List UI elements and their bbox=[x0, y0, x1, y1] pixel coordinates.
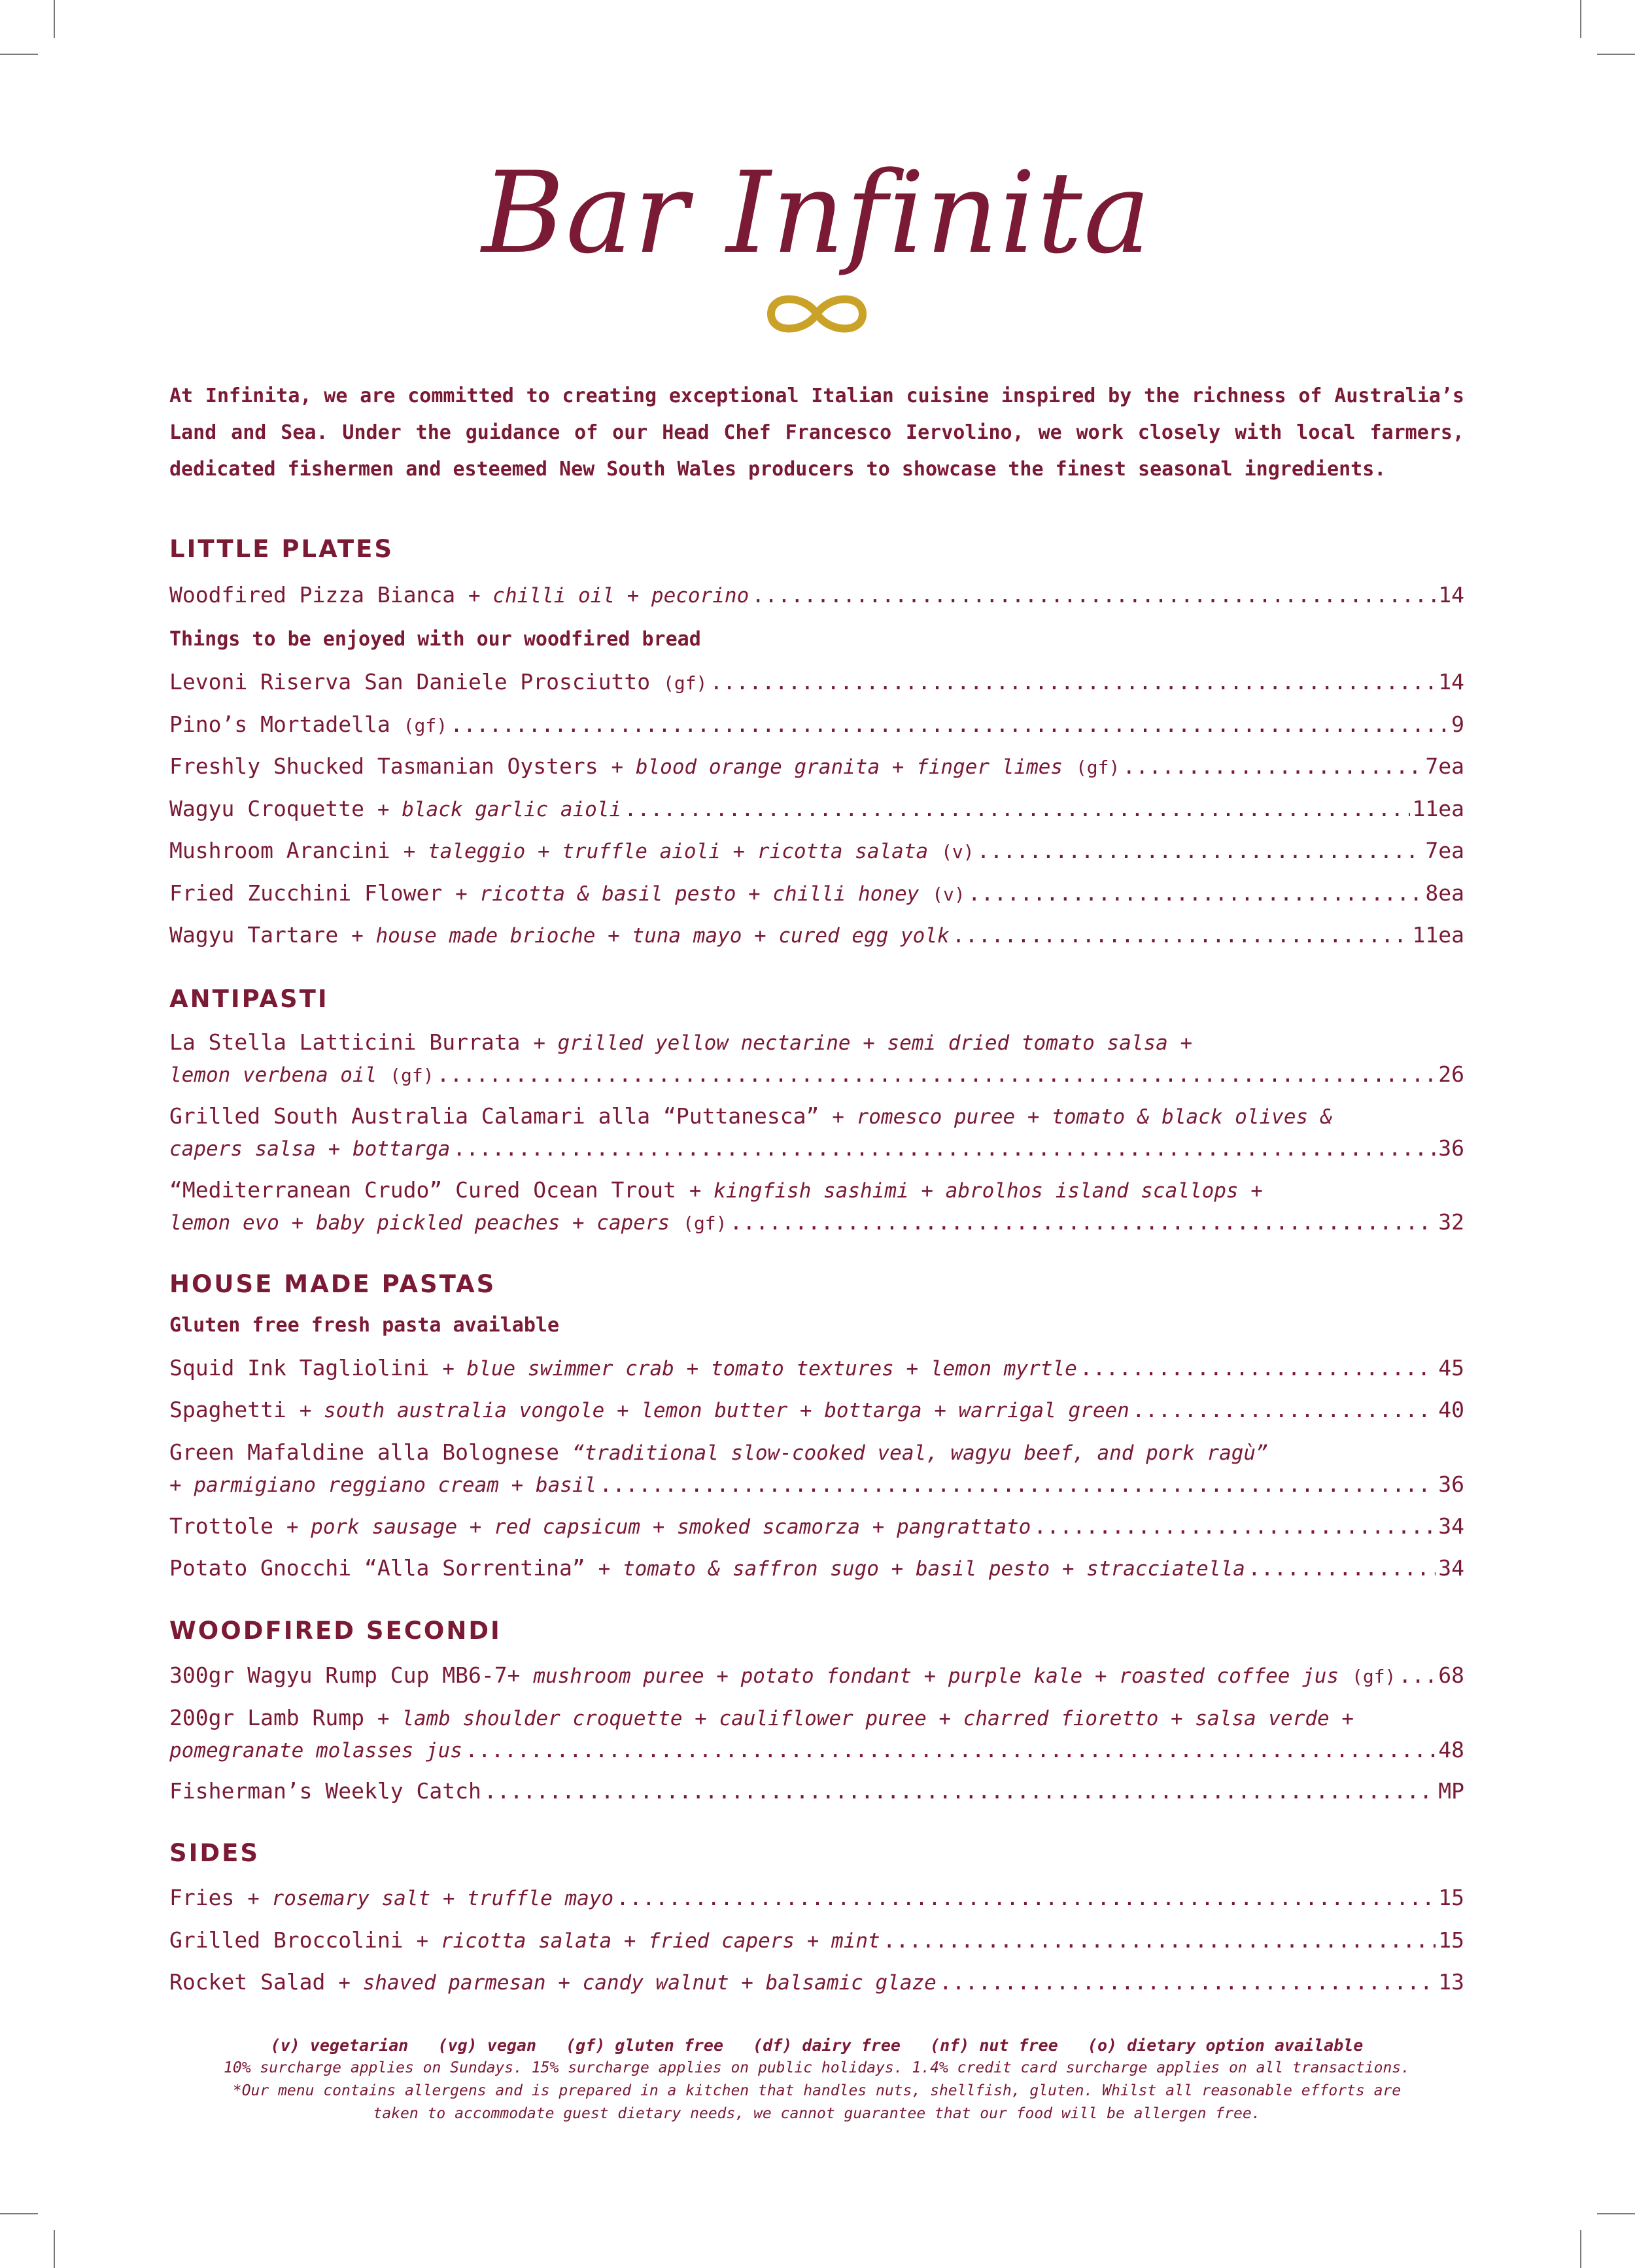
item-name: 200gr Lamb Rump bbox=[169, 1705, 365, 1730]
menu-item bbox=[169, 1101, 1464, 1165]
dot-leader bbox=[968, 878, 1423, 909]
item-price: 7ea bbox=[1425, 838, 1464, 863]
item-price: 11ea bbox=[1412, 922, 1464, 948]
allergen-note-cont: taken to accommodate guest dietary needs, we cannot guarantee that our food will be allergen free. bbox=[373, 2105, 1261, 2122]
item-price: 40 bbox=[1438, 1397, 1464, 1422]
menu-item bbox=[169, 1352, 1464, 1384]
item-description-cont: capers salsa + bottarga bbox=[169, 1137, 451, 1161]
item-description: + south australia vongole + lemon butter + bottarga + warrigal green bbox=[299, 1399, 1129, 1422]
menu-item bbox=[169, 666, 1464, 699]
item-price: 7ea bbox=[1425, 753, 1464, 779]
item-name: 300gr Wagyu Rump Cup MB6-7+ bbox=[169, 1662, 521, 1688]
dot-leader bbox=[616, 1882, 1436, 1914]
menu-item bbox=[169, 835, 1464, 868]
diet-tag: (v) bbox=[941, 841, 974, 863]
diet-tag: (gf) bbox=[1075, 757, 1120, 778]
dot-leader bbox=[730, 1207, 1436, 1238]
menu-item bbox=[169, 1437, 1464, 1501]
intro-paragraph: At Infinita, we are committed to creating exceptional Italian cuisine inspired by the richness of Australia’s Land and Sea. Under the guidance of our Head Chef Francesco Iervolino, we work closely with local farmers, dedicated fishermen and esteemed New South Wales producers to showcase the finest seasonal ingredients. bbox=[169, 385, 1464, 481]
item-price: 34 bbox=[1438, 1555, 1464, 1581]
item-description-cont: pomegranate molasses jus bbox=[169, 1739, 462, 1762]
item-name: Grilled Broccolini bbox=[169, 1927, 404, 1953]
item-price: 32 bbox=[1438, 1209, 1464, 1235]
item-name: Spaghetti bbox=[169, 1397, 286, 1422]
item-description: + ricotta salata + fried capers + mint bbox=[416, 1929, 880, 1953]
menu-item bbox=[169, 751, 1464, 783]
item-name: Squid Ink Tagliolini bbox=[169, 1355, 430, 1381]
dot-leader bbox=[883, 1925, 1436, 1956]
dot-leader bbox=[1398, 1660, 1436, 1691]
item-name: Fisherman’s Weekly Catch bbox=[169, 1778, 481, 1804]
item-description: + grilled yellow nectarine + semi dried tomato salsa + bbox=[533, 1031, 1193, 1055]
dot-leader bbox=[977, 835, 1423, 867]
dot-leader bbox=[437, 1059, 1436, 1090]
menu-item bbox=[169, 1776, 1464, 1807]
dot-leader bbox=[939, 1967, 1436, 1998]
footer-notes bbox=[169, 2034, 1464, 2125]
menu-item bbox=[169, 1175, 1464, 1239]
menu-item bbox=[169, 709, 1464, 742]
item-description: + black garlic aioli bbox=[377, 798, 622, 821]
dot-leader bbox=[1122, 751, 1422, 782]
item-price: 8ea bbox=[1425, 880, 1464, 906]
item-description: + pork sausage + red capsicum + smoked scamorza + pangrattato bbox=[286, 1515, 1031, 1539]
section-title-woodfired-secondi: WOODFIRED SECONDI bbox=[169, 1617, 502, 1645]
diet-tag: (gf) bbox=[683, 1212, 727, 1234]
item-name: “Mediterranean Crudo” Cured Ocean Trout bbox=[169, 1177, 676, 1203]
item-name: Fried Zucchini Flower bbox=[169, 880, 443, 906]
item-description-cont: lemon verbena oil bbox=[169, 1063, 377, 1087]
section-title-sides: SIDES bbox=[169, 1839, 260, 1867]
item-description-cont: lemon evo + baby pickled peaches + capers bbox=[169, 1211, 670, 1235]
dot-leader bbox=[1033, 1511, 1436, 1542]
item-name: Pino’s Mortadella bbox=[169, 712, 390, 737]
item-name: Green Mafaldine alla Bolognese bbox=[169, 1439, 560, 1465]
crop-mark bbox=[0, 54, 38, 55]
item-description: + romesco puree + tomato & black olives & bbox=[832, 1105, 1333, 1129]
diet-tag: (gf) bbox=[663, 672, 708, 694]
dot-leader bbox=[450, 709, 1449, 740]
item-price: 14 bbox=[1438, 669, 1464, 695]
item-description: + house made brioche + tuna mayo + cured egg yolk bbox=[351, 924, 950, 948]
dot-leader bbox=[624, 793, 1409, 825]
item-name: Wagyu Tartare bbox=[169, 922, 339, 948]
dot-leader bbox=[465, 1734, 1436, 1766]
section-title-house-made-pastas: HOUSE MADE PASTAS bbox=[169, 1270, 496, 1298]
item-description: + blood orange granita + finger limes bbox=[611, 755, 1063, 779]
item-name: La Stella Latticini Burrata bbox=[169, 1029, 521, 1055]
item-price: 34 bbox=[1438, 1513, 1464, 1539]
dot-leader bbox=[1132, 1394, 1436, 1426]
menu-item bbox=[169, 1394, 1464, 1426]
menu-item bbox=[169, 1882, 1464, 1914]
crop-mark bbox=[1580, 2230, 1581, 2268]
subheading: Gluten free fresh pasta available bbox=[169, 1314, 560, 1337]
dot-leader bbox=[1248, 1553, 1436, 1584]
item-description: + tomato & saffron sugo + basil pesto + stracciatella bbox=[598, 1557, 1245, 1581]
item-description: mushroom puree + potato fondant + purple kale + roasted coffee jus bbox=[533, 1664, 1339, 1688]
item-description: + lamb shoulder croquette + cauliflower puree + charred fioretto + salsa verde + bbox=[377, 1707, 1354, 1730]
menu-item bbox=[169, 919, 1464, 952]
dot-leader bbox=[751, 579, 1436, 611]
item-price: 48 bbox=[1438, 1737, 1464, 1762]
menu-item bbox=[169, 1027, 1464, 1091]
item-price: 36 bbox=[1438, 1471, 1464, 1497]
item-description: + chilli oil + pecorino bbox=[468, 584, 749, 608]
menu-item bbox=[169, 1967, 1464, 1999]
crop-mark bbox=[1580, 0, 1581, 38]
menu-item bbox=[169, 793, 1464, 825]
item-price: MP bbox=[1438, 1778, 1464, 1804]
item-description: + shaved parmesan + candy walnut + balsamic glaze bbox=[338, 1971, 937, 1995]
menu-item bbox=[169, 878, 1464, 910]
item-name: Potato Gnocchi “Alla Sorrentina” bbox=[169, 1555, 585, 1581]
surcharge-note: 10% surcharge applies on Sundays. 15% surcharge applies on public holidays. 1.4% credit card surcharge applies on all transactions. bbox=[224, 2059, 1410, 2076]
item-description: + ricotta & basil pesto + chilli honey bbox=[455, 882, 920, 906]
item-name: Levoni Riserva San Daniele Prosciutto bbox=[169, 669, 651, 695]
allergen-note: *Our menu contains allergens and is prepared in a kitchen that handles nuts, shellfish, gluten. Whilst all reasonable efforts are bbox=[232, 2082, 1402, 2099]
item-name: Grilled South Australia Calamari alla “Puttanesca” bbox=[169, 1103, 819, 1129]
section-title-antipasti: ANTIPASTI bbox=[169, 985, 329, 1013]
crop-mark bbox=[1597, 2213, 1635, 2214]
dot-leader bbox=[710, 666, 1436, 698]
dot-leader bbox=[952, 919, 1410, 951]
dot-leader bbox=[599, 1469, 1436, 1500]
item-description: + blue swimmer crab + tomato textures + lemon myrtle bbox=[442, 1357, 1077, 1381]
item-name: Freshly Shucked Tasmanian Oysters bbox=[169, 753, 598, 779]
item-price: 36 bbox=[1438, 1135, 1464, 1161]
menu-item bbox=[169, 1702, 1464, 1766]
diet-tag: (gf) bbox=[403, 715, 448, 736]
diet-tag: (v) bbox=[932, 884, 965, 905]
item-name: Woodfired Pizza Bianca bbox=[169, 582, 456, 608]
dot-leader bbox=[453, 1133, 1436, 1164]
infinity-icon bbox=[761, 288, 872, 340]
crop-mark bbox=[54, 2230, 55, 2268]
dot-leader bbox=[484, 1776, 1436, 1807]
item-name: Trottole bbox=[169, 1513, 273, 1539]
menu-item bbox=[169, 1660, 1464, 1692]
item-description: “traditional slow-cooked veal, wagyu beef, and pork ragù” bbox=[572, 1441, 1268, 1465]
item-description-cont: + parmigiano reggiano cream + basil bbox=[169, 1473, 597, 1497]
item-description: + kingfish sashimi + abrolhos island scallops + bbox=[689, 1179, 1263, 1203]
item-name: Fries bbox=[169, 1885, 235, 1910]
item-price: 13 bbox=[1438, 1969, 1464, 1995]
subheading: Things to be enjoyed with our woodfired bread bbox=[169, 628, 701, 651]
item-name: Mushroom Arancini bbox=[169, 838, 390, 863]
item-price: 14 bbox=[1438, 582, 1464, 608]
item-price: 11ea bbox=[1412, 796, 1464, 821]
item-description: + rosemary salt + truffle mayo bbox=[247, 1887, 614, 1910]
dot-leader bbox=[1080, 1352, 1436, 1384]
menu-item bbox=[169, 1553, 1464, 1585]
item-name: Rocket Salad bbox=[169, 1969, 326, 1995]
crop-mark bbox=[1597, 54, 1635, 55]
dietary-legend: (v) vegetarian (vg) vegan (gf) gluten free (df) dairy free (nf) nut free (o) dietary option available bbox=[270, 2036, 1364, 2055]
section-title-little-plates: LITTLE PLATES bbox=[169, 535, 394, 563]
item-price: 26 bbox=[1438, 1061, 1464, 1087]
item-price: 15 bbox=[1438, 1885, 1464, 1910]
item-price: 68 bbox=[1438, 1662, 1464, 1688]
diet-tag: (gf) bbox=[390, 1065, 434, 1086]
menu-item bbox=[169, 1925, 1464, 1957]
menu-item bbox=[169, 1511, 1464, 1543]
menu-item bbox=[169, 579, 1464, 611]
brand-logo bbox=[169, 147, 1464, 279]
item-name: Wagyu Croquette bbox=[169, 796, 365, 821]
brand-name: Bar Infinita bbox=[481, 147, 1152, 279]
item-description: + taleggio + truffle aioli + ricotta salata bbox=[403, 840, 929, 863]
diet-tag: (gf) bbox=[1351, 1666, 1396, 1687]
crop-mark bbox=[0, 2213, 38, 2214]
item-price: 15 bbox=[1438, 1927, 1464, 1953]
item-price: 9 bbox=[1451, 712, 1464, 737]
item-price: 45 bbox=[1438, 1355, 1464, 1381]
crop-mark bbox=[54, 0, 55, 38]
